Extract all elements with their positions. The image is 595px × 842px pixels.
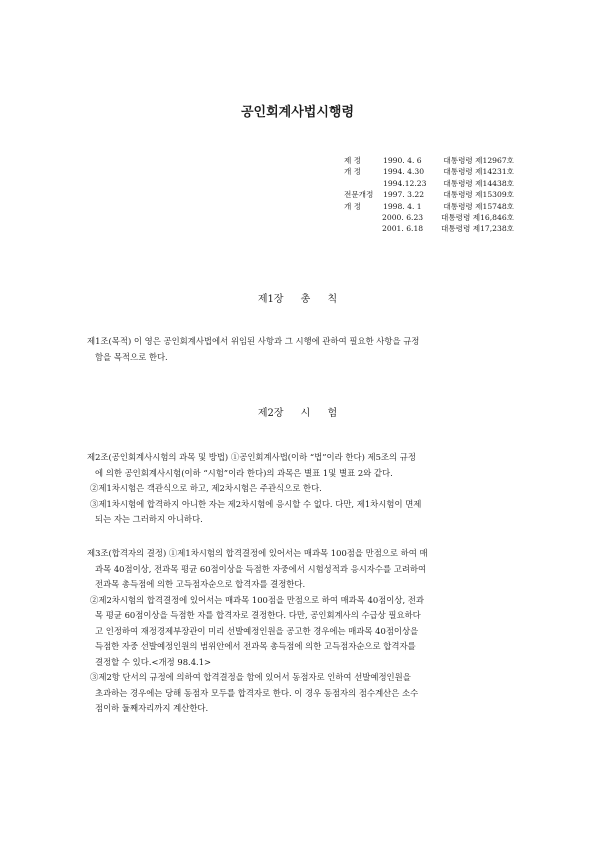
article-3-line: 고 인정하여 재정경제부장관이 미리 선발예정인원을 공고한 경우에는 매과목 40점이상을 [95, 625, 419, 636]
history-note: 대통령령 제12967호 [443, 156, 514, 165]
history-date: 2000. 6.23 [382, 213, 424, 223]
history-row [344, 201, 514, 212]
history-label: 개 정 [344, 201, 362, 211]
history-note: 대통령령 제16,846호 [441, 213, 514, 223]
history-note: 대통령령 제14231호 [443, 167, 514, 177]
history-note: 대통령령 제15309호 [443, 190, 514, 200]
history-label: 제 정 [344, 156, 362, 165]
history-row [344, 223, 514, 234]
article-3-line: 점이하 둘째자리까지 계산한다. [95, 703, 209, 713]
history-row [344, 166, 514, 177]
article-1 [87, 334, 513, 365]
article-3 [87, 546, 513, 717]
article-2-line: 되는 자는 그러하지 아니하다. [95, 514, 203, 524]
history-date: 1994. 4.30 [382, 167, 425, 177]
history-row [344, 189, 514, 200]
article-3-paragraph-2: ②제2차시험의 합격결정에 있어서는 매과목 100점을 만점으로 하여 매과목 40점이상, 전과 [90, 594, 424, 605]
article-2 [87, 450, 513, 528]
article-3-line: 결정할 수 있다.<개정 98.4.1> [95, 656, 212, 667]
history-label: 개 정 [344, 167, 362, 177]
history-label [344, 223, 382, 234]
article-3-paragraph-3: ③제2항 단서의 규정에 의하여 합격결정을 함에 있어서 동점자로 인하여 선발예정인원을 [90, 672, 411, 682]
history-date: 2001. 6.18 [382, 224, 424, 234]
article-2-line: 제2조(공인회계사시험의 과목 및 방법) ①공인회계사법(이하 “법”이라 한다) 제5조의 규정 [87, 452, 416, 462]
article-2-paragraph-2: ②제1차시험은 객관식으로 하고, 제2차시험은 주관식으로 한다. [90, 483, 322, 493]
amendment-history [344, 155, 514, 235]
article-3-line: 득점한 자중 선발예정인원의 범위안에서 전과목 총득점에 의한 고득점자순으로 합격자를 [95, 641, 416, 651]
history-label: 전문개정 [344, 190, 374, 200]
article-3-line: 전과목 총득점에 의한 고득점자순으로 합격자를 결정한다. [95, 579, 306, 589]
article-3-line: 초과하는 경우에는 당해 동점자 모두를 합격자로 한다. 이 경우 동점자의 점수계산은 소수 [95, 687, 419, 698]
history-row [344, 155, 514, 166]
history-date: 1994.12.23 [382, 178, 427, 188]
history-row [344, 178, 514, 189]
article-2-line: 에 의한 공인회계사시험(이하 “시험”이라 한다)의 과목은 별표 1및 별표 2와 같다. [95, 467, 393, 478]
article-1-line: 제1조(목적) 이 영은 공인회계사법에서 위임된 사항과 그 시행에 관하여 필요한 사항을 규정 [87, 336, 420, 346]
chapter-2-heading: 제2장 시 험 [257, 408, 338, 419]
history-note: 대통령령 제15748호 [443, 201, 514, 211]
article-1-line: 함을 목적으로 한다. [95, 351, 168, 362]
history-note: 대통령령 제17,238호 [441, 224, 514, 234]
history-note: 대통령령 제14438호 [443, 178, 514, 188]
history-label [344, 178, 383, 189]
history-date: 1997. 3.22 [382, 190, 425, 200]
document-title: 공인회계사법시행령 [240, 105, 355, 120]
history-row [344, 212, 514, 223]
chapter-1-heading: 제1장 총 칙 [257, 294, 338, 305]
article-3-line: 제3조(합격자의 결정) ①제1차시험의 합격결정에 있어서는 매과목 100점을 만점으로 하여 매 [87, 548, 428, 558]
article-2-paragraph-3: ③제1차시험에 합격하지 아니한 자는 제2차시험에 응시할 수 없다. 다만, 제1차시험이 면제 [90, 498, 422, 509]
history-date: 1990. 4. 6 [382, 156, 422, 165]
article-3-line: 과목 40점이상, 전과목 평균 60점이상을 득점한 자중에서 시험성적과 응시자수를 고려하여 [95, 563, 427, 574]
article-3-line: 목 평균 60점이상을 득점한 자를 합격자로 결정한다. 다만, 공인회계사의 수급상 필요하다 [95, 610, 421, 620]
history-label [344, 212, 382, 223]
history-date: 1998. 4. 1 [382, 201, 422, 211]
